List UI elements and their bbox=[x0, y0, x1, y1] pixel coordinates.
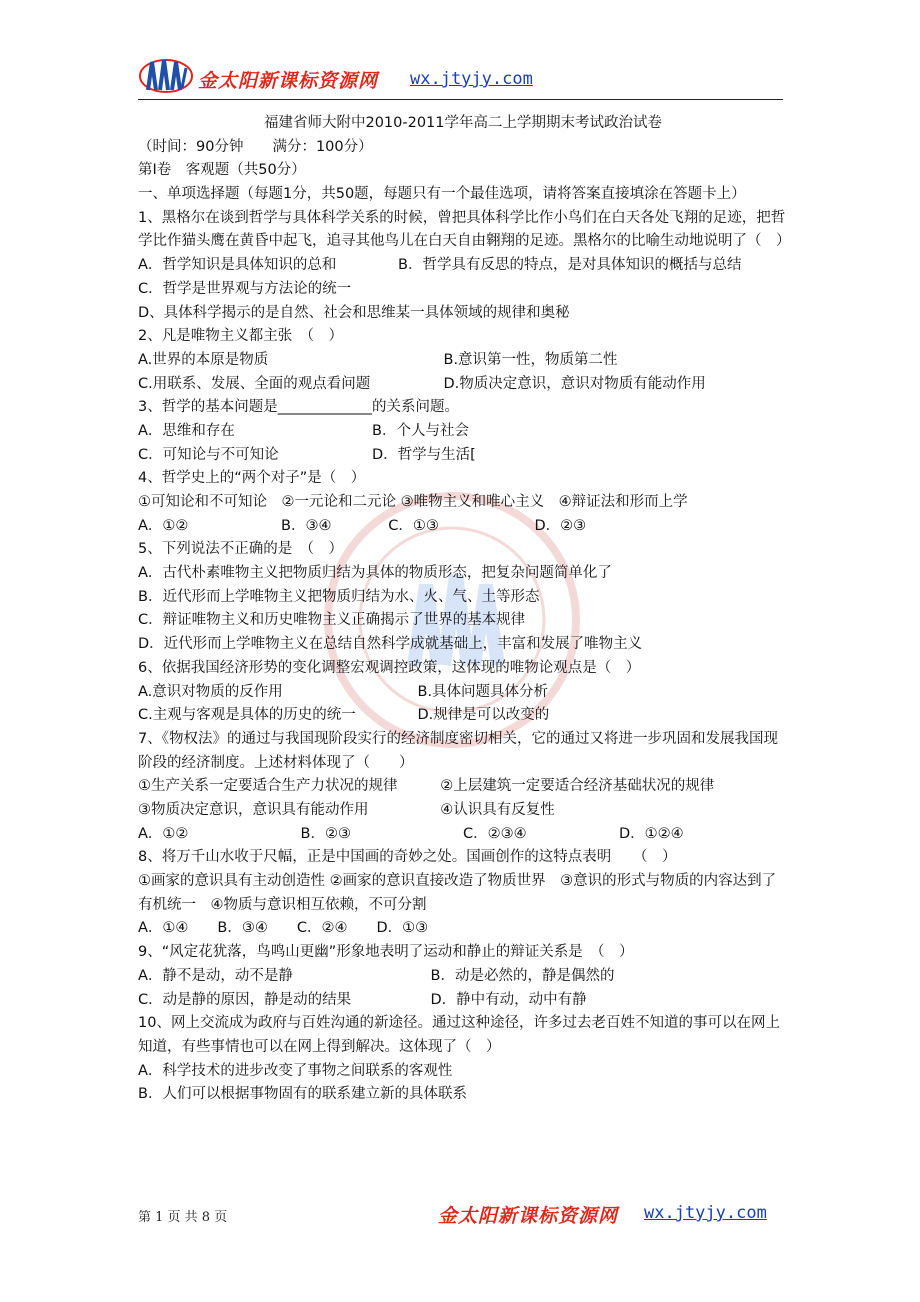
header-brand-name: 金太阳新课标资源网 bbox=[198, 70, 379, 92]
question-3-options-cd bbox=[138, 444, 788, 468]
time-score-info: （时间：90分钟 满分：100分） bbox=[138, 138, 373, 155]
option-d: D.物质决定意识，意识对物质有能动作用 bbox=[443, 375, 706, 392]
question-9-options-ab bbox=[138, 965, 788, 989]
question-6-options-ab bbox=[138, 681, 788, 705]
option-b: B．②③ bbox=[300, 825, 351, 842]
option-a: A．科学技术的进步改变了事物之间联系的客观性 bbox=[138, 1062, 453, 1079]
question-7-options bbox=[138, 823, 788, 847]
option-d: D．②③ bbox=[534, 517, 587, 534]
option-d: D．近代形而上学唯物主义在总结自然科学成就基础上，丰富和发展了唯物主义 bbox=[138, 636, 643, 653]
question-2-options-cd bbox=[138, 373, 788, 397]
option-a: A．①② bbox=[138, 825, 189, 842]
option-b: B.具体问题具体分析 bbox=[417, 683, 549, 700]
question-8-options: A．①④ B．③④ C．②④ D．①③ bbox=[138, 920, 429, 937]
option-d: D、具体科学揭示的是自然、社会和思维某一具体领域的规律和奥秘 bbox=[138, 304, 570, 321]
statement-4: ④认识具有反复性 bbox=[440, 802, 555, 819]
footer-brand-name: 金太阳新课标资源网 bbox=[438, 1205, 619, 1227]
question-7-statements-34 bbox=[138, 799, 788, 823]
footer-site-link[interactable]: wx.jtyjy.com bbox=[644, 1203, 767, 1223]
option-c: C．哲学是世界观与方法论的统一 bbox=[138, 280, 352, 297]
question-1-options-ab bbox=[138, 254, 788, 278]
option-c: C．①③ bbox=[388, 517, 439, 534]
section-heading: 第Ⅰ卷 客观题（共50分） bbox=[138, 162, 306, 179]
option-c: C.用联系、发展、全面的观点看问题 bbox=[138, 375, 371, 392]
question-7-stem: 7、《物权法》的通过与我国现阶段实行的经济制度密切相关，它的通过又将进一步巩固和发展我国现阶段的经济制度。上述材料体现了（ ） bbox=[138, 730, 778, 771]
option-d: D．①②④ bbox=[619, 825, 684, 842]
question-6-stem: 6、依据我国经济形势的变化调整宏观调控政策，这体现的唯物论观点是（ ） bbox=[138, 659, 641, 676]
header-site-link[interactable]: wx.jtyjy.com bbox=[410, 69, 533, 89]
option-b: B．近代形而上学唯物主义把物质归结为水、火、气、土等形态 bbox=[138, 588, 540, 605]
option-d: D．静中有动，动中有静 bbox=[430, 991, 587, 1008]
header-rule bbox=[138, 99, 783, 100]
question-2-options-ab bbox=[138, 349, 788, 373]
question-8-stem: 8、将万千山水收于尺幅，正是中国画的奇妙之处。国画创作的这特点表明 （ ） bbox=[138, 849, 677, 866]
option-a: A．古代朴素唯物主义把物质归结为具体的物质形态，把复杂问题简单化了 bbox=[138, 565, 612, 582]
site-logo bbox=[138, 54, 196, 98]
instructions: 一、单项选择题（每题1分，共50题，每题只有一个最佳选项，请将答案直接填涂在答题卡上） bbox=[138, 186, 746, 203]
question-4-statements: ①可知论和不可知论 ②一元论和二元论 ③唯物主义和唯心主义 ④辩证法和形而上学 bbox=[138, 494, 688, 511]
option-c: C．动是静的原因，静是动的结果 bbox=[138, 991, 352, 1008]
question-6-options-cd bbox=[138, 704, 788, 728]
question-3-options-ab bbox=[138, 420, 788, 444]
option-c: C．辩证唯物主义和历史唯物主义正确揭示了世界的基本规律 bbox=[138, 612, 526, 629]
option-d: D.规律是可以改变的 bbox=[417, 707, 550, 724]
question-7-statements-12 bbox=[138, 775, 788, 799]
question-4-options bbox=[138, 515, 788, 539]
option-c: C.主观与客观是具体的历史的统一 bbox=[138, 707, 356, 724]
statement-1: ①生产关系一定要适合生产力状况的规律 bbox=[138, 778, 398, 795]
question-9-stem: 9、“风定花犹落，鸟鸣山更幽”形象地表明了运动和静止的辩证关系是 （ ） bbox=[138, 944, 634, 961]
option-a: A．静不是动，动不是静 bbox=[138, 967, 293, 984]
question-10-stem: 10、网上交流成为政府与百姓沟通的新途径。通过这种途径，许多过去老百姓不知道的事可以在网上知道，有些事情也可以在网上得到解决。这体现了（ ） bbox=[138, 1015, 780, 1055]
option-a: A．思维和存在 bbox=[138, 422, 235, 439]
statement-3: ③物质决定意识，意识具有能动作用 bbox=[138, 802, 369, 819]
statement-2: ②上层建筑一定要适合经济基础状况的规律 bbox=[440, 778, 715, 795]
question-4-stem: 4、哲学史上的“两个对子”是（ ） bbox=[138, 470, 366, 487]
question-2-stem: 2、凡是唯物主义都主张 （ ） bbox=[138, 328, 343, 345]
option-a: A.世界的本原是物质 bbox=[138, 351, 269, 368]
question-1-stem: 1、黑格尔在谈到哲学与具体科学关系的时候，曾把具体科学比作小鸟们在白天各处飞翔的足迹，把哲学比作猫头鹰在黄昏中起飞，追寻其他鸟儿在白天自由翱翔的足迹。黑格尔的比喻生动地说明了（ ） bbox=[138, 209, 791, 250]
option-c: C．②③④ bbox=[463, 825, 527, 842]
page-footer bbox=[138, 1200, 783, 1230]
option-a: A．①② bbox=[138, 517, 189, 534]
option-a: A.意识对物质的反作用 bbox=[138, 683, 283, 700]
paper-title: 福建省师大附中2010-2011学年高二上学期期末考试政治试卷 bbox=[263, 115, 663, 131]
option-b: B．哲学具有反思的特点，是对具体知识的概括与总结 bbox=[398, 257, 742, 274]
question-3-stem: 3、哲学的基本问题是_____________的关系问题。 bbox=[138, 399, 459, 416]
option-c: C．可知论与不可知论 bbox=[138, 446, 279, 463]
question-5-stem: 5、下列说法不正确的是 （ ） bbox=[138, 541, 343, 558]
option-b: B．个人与社会 bbox=[372, 422, 469, 439]
option-b: B．动是必然的，静是偶然的 bbox=[430, 967, 615, 984]
page-number: 第 1 页 共 8 页 bbox=[138, 1210, 228, 1225]
question-8-statements: ①画家的意识具有主动创造性 ②画家的意识直接改造了物质世界 ③意识的形式与物质的内容达到了有机统一 ④物质与意识相互依赖，不可分割 bbox=[138, 873, 777, 913]
question-9-options-cd bbox=[138, 989, 788, 1013]
option-d: D．哲学与生活[ bbox=[372, 446, 476, 463]
option-a: A．哲学知识是具体知识的总和 bbox=[138, 257, 337, 274]
option-b: B．③④ bbox=[281, 517, 332, 534]
page-header bbox=[138, 54, 783, 102]
option-b: B．人们可以根据事物固有的联系建立新的具体联系 bbox=[138, 1086, 467, 1103]
option-b: B.意识第一性，物质第二性 bbox=[443, 351, 618, 368]
exam-paper bbox=[138, 112, 791, 1107]
